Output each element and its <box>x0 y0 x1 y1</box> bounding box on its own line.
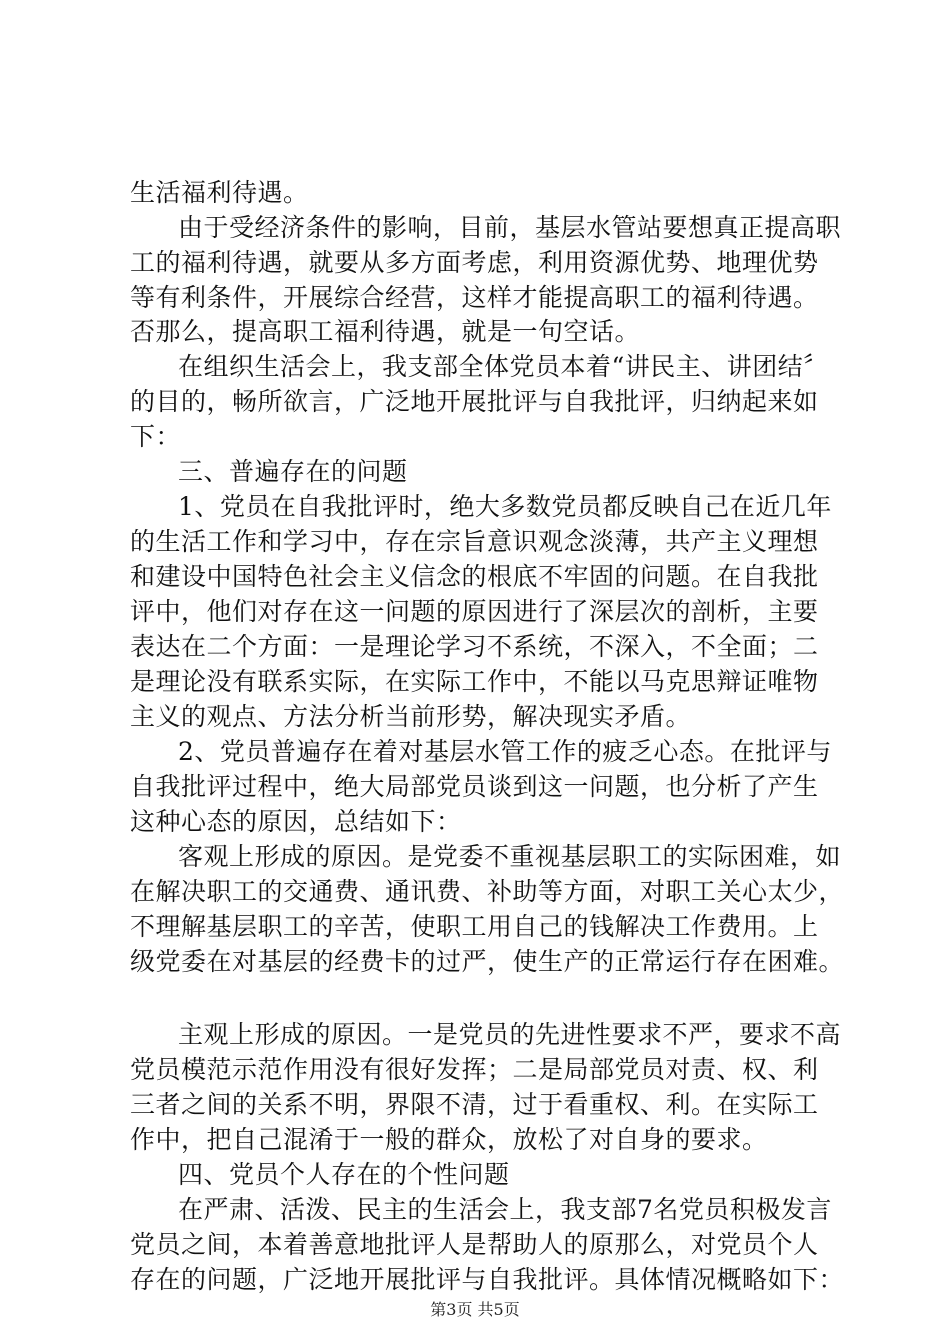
text-line: 是理论没有联系实际，在实际工作中，不能以马克思辩证唯物 <box>130 667 819 696</box>
text-line: 等有利条件，开展综合经营，这样才能提高职工的福利待遇。 <box>130 283 819 312</box>
text-line: 这种心态的原因，总结如下： <box>130 807 462 836</box>
text-line: 级党委在对基层的经费卡的过严，使生产的正常运行存在困难。 <box>130 947 845 976</box>
text-line: 在解决职工的交通费、通讯费、补助等方面，对职工关心太少， <box>130 877 845 906</box>
paragraph-start: 由于受经济条件的影响，目前，基层水管站要想真正提高职 <box>178 213 842 242</box>
text-line: 不理解基层职工的辛苦，使职工用自己的钱解决工作费用。上 <box>130 912 819 941</box>
paragraph-start: 客观上形成的原因。是党委不重视基层职工的实际困难，如 <box>178 842 842 871</box>
page-number-footer: 第3页 共5页 <box>430 1300 520 1319</box>
text-line: 自我批评过程中，绝大局部党员谈到这一问题，也分析了产生 <box>130 772 819 801</box>
text-line: 生活福利待遇。 <box>130 178 309 207</box>
paragraph-start: 1、党员在自我批评时，绝大多数党员都反映自己在近几年 <box>178 492 832 521</box>
text-line: 工的福利待遇，就要从多方面考虑，利用资源优势、地理优势 <box>130 248 819 277</box>
section-heading: 三、普遍存在的问题 <box>178 457 408 486</box>
text-line: 三者之间的关系不明，界限不清，过于看重权、利。在实际工 <box>130 1090 819 1119</box>
paragraph-start: 2、党员普遍存在着对基层水管工作的疲乏心态。在批评与 <box>178 737 832 766</box>
text-line: 的目的，畅所欲言，广泛地开展批评与自我批评，归纳起来如 <box>130 387 819 416</box>
text-line: 和建设中国特色社会主义信念的根底不牢固的问题。在自我批 <box>130 562 819 591</box>
text-line: 的生活工作和学习中，存在宗旨意识观念淡薄，共产主义理想 <box>130 527 819 556</box>
text-line: 党员模范示范作用没有很好发挥；二是局部党员对责、权、利 <box>130 1055 819 1084</box>
text-line: 党员之间，本着善意地批评人是帮助人的原那么，对党员个人 <box>130 1230 819 1259</box>
text-line: 否那么，提高职工福利待遇，就是一句空话。 <box>130 317 641 346</box>
text-line: 评中，他们对存在这一问题的原因进行了深层次的剖析，主要 <box>130 597 819 626</box>
paragraph-start: 主观上形成的原因。一是党员的先进性要求不严，要求不高 <box>178 1020 842 1049</box>
paragraph-start: 在严肃、活泼、民主的生活会上，我支部7名党员积极发言 <box>178 1195 832 1224</box>
section-heading: 四、党员个人存在的个性问题 <box>178 1160 510 1189</box>
text-line: 表达在二个方面：一是理论学习不系统，不深入，不全面；二 <box>130 632 819 661</box>
text-line: 作中，把自己混淆于一般的群众，放松了对自身的要求。 <box>130 1125 768 1154</box>
paragraph-start: 在组织生活会上，我支部全体党员本着“讲民主、讲团结〞 <box>178 352 829 381</box>
text-line: 存在的问题，广泛地开展批评与自我批评。具体情况概略如下： <box>130 1265 845 1294</box>
text-line: 下： <box>130 422 182 451</box>
text-line: 主义的观点、方法分析当前形势，解决现实矛盾。 <box>130 702 692 731</box>
